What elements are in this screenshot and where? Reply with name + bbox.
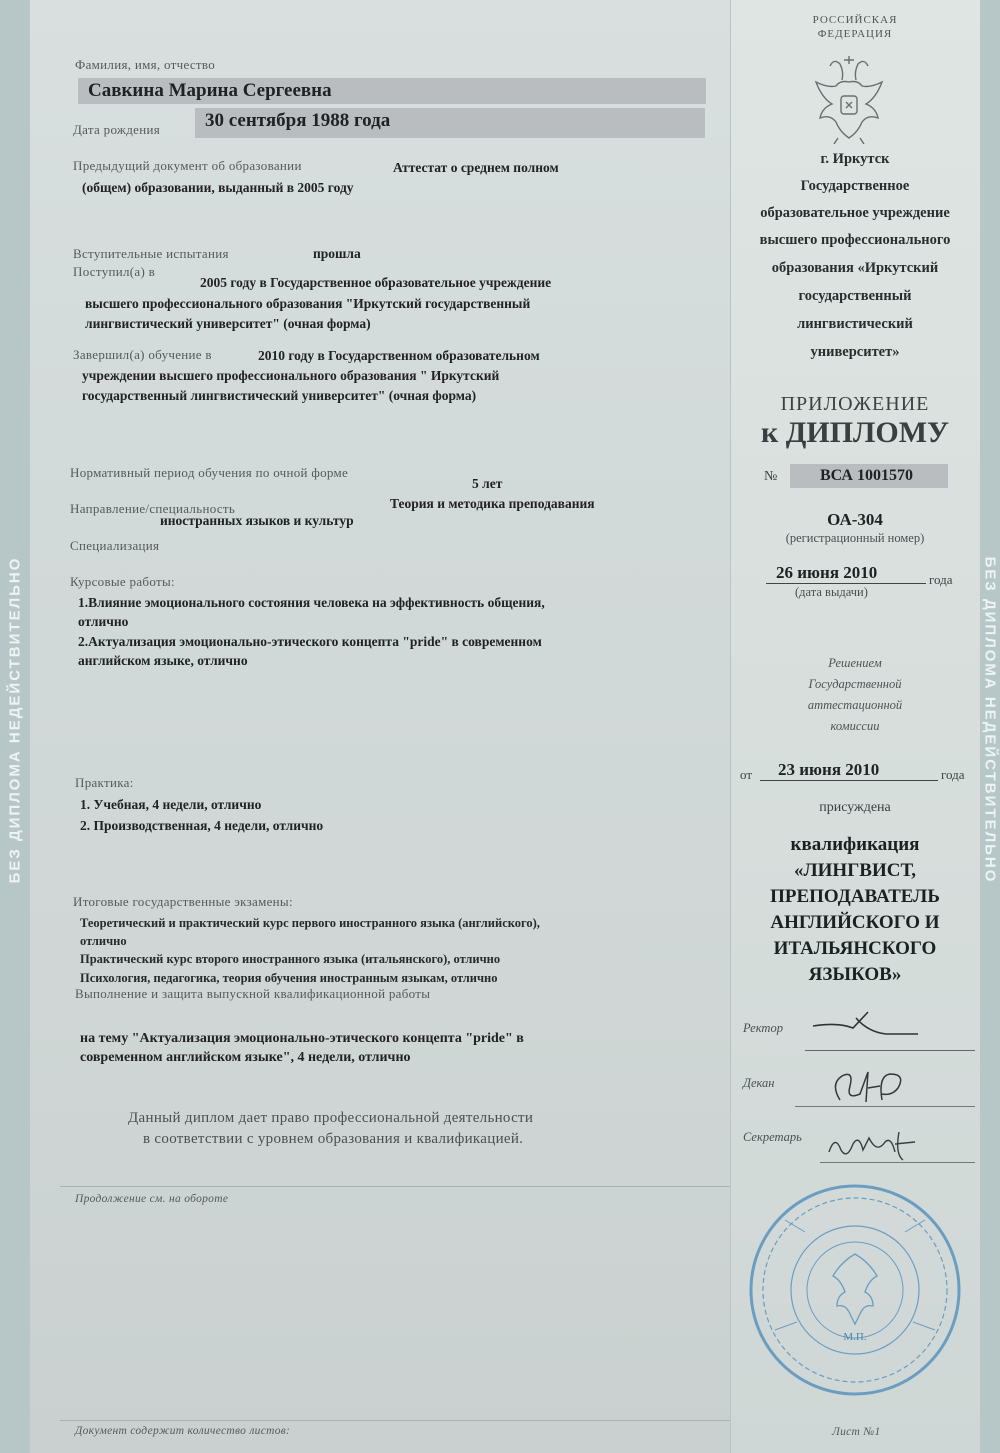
side-warning-right: БЕЗ ДИПЛОМА НЕДЕЙСТВИТЕЛЬНО [981, 556, 999, 884]
number-sign: № [764, 469, 778, 484]
coursework-line4: английском языке, отлично [78, 653, 248, 668]
rights-line2: в соответствии с уровнем образования и квалификацией. [143, 1131, 524, 1147]
decision-date: 23 июня 2010 [778, 760, 880, 779]
coat-of-arms-emblem [808, 52, 890, 144]
birth-date: 30 сентября 1988 года [205, 110, 391, 131]
thesis-line1: на тему "Актуализация эмоционально-этического концепта "pride" в [80, 1031, 524, 1046]
qualification-line4: АНГЛИЙСКОГО И [770, 912, 940, 933]
university-line7: университет» [810, 344, 900, 360]
side-warning-left: БЕЗ ДИПЛОМА НЕДЕЙСТВИТЕЛЬНО [6, 556, 24, 884]
admitted-line1: 2005 году в Государственное образовательное учреждение [200, 275, 552, 290]
exam-line4: Психология, педагогика, теория обучения иностранным языкам, отлично [80, 971, 498, 985]
university-line5: государственный [798, 288, 912, 304]
qualification-line2: «ЛИНГВИСТ, [794, 860, 916, 881]
decision-date-underline [760, 780, 938, 781]
practice-item1: 1. Учебная, 4 недели, отлично [80, 797, 262, 812]
secretary-signature [825, 1124, 925, 1164]
birth-label: Дата рождения [73, 122, 160, 137]
registration-caption: (регистрационный номер) [785, 531, 925, 545]
bottom-divider [60, 1186, 730, 1187]
rector-label: Ректор [743, 1021, 783, 1035]
thesis-line2: современном английском языке", 4 недели, отлично [80, 1050, 411, 1065]
awarded-word: присуждена [819, 800, 891, 815]
issue-date: 26 июня 2010 [776, 563, 878, 582]
qualification-line3: ПРЕПОДАВАТЕЛЬ [770, 886, 940, 907]
university-line4: образования «Иркутский [771, 260, 939, 276]
secretary-label: Секретарь [743, 1130, 802, 1144]
direction-line1: Теория и методика преподавания [390, 496, 595, 511]
sheets-label: Документ содержит количество листов: [75, 1425, 291, 1437]
issue-year-word: года [929, 572, 953, 587]
dean-signature [820, 1064, 920, 1108]
name-label: Фамилия, имя, отчество [75, 57, 216, 72]
prev-doc-line1: Аттестат о среднем полном [393, 160, 559, 175]
admitted-line2: высшего профессионального образования "Иркутский государственный [85, 296, 531, 311]
decision-line2: Государственной [808, 677, 902, 691]
entrance-value: прошла [313, 246, 361, 261]
rector-signature [808, 1004, 928, 1044]
appendix-title: ПРИЛОЖЕНИЕ [780, 393, 930, 415]
country-line1: РОССИЙСКАЯ [812, 14, 898, 26]
rector-sign-line [805, 1050, 975, 1051]
exams-label: Итоговые государственные экзамены: [73, 894, 293, 909]
sheet-number: Лист №1 [832, 1426, 881, 1438]
university-line3: высшего профессионального [759, 232, 951, 248]
university-line2: образовательное учреждение [760, 205, 950, 221]
thesis-label: Выполнение и защита выпускной квалификационной работы [75, 986, 431, 1001]
decision-line4: комиссии [830, 719, 880, 733]
diploma-number: ВСА 1001570 [820, 467, 913, 484]
exam-line3: Практический курс второго иностранного языка (итальянского), отлично [80, 952, 501, 966]
prev-doc-label: Предыдущий документ об образовании [73, 158, 302, 173]
exam-line2: отлично [80, 934, 127, 948]
official-seal-stamp [745, 1180, 965, 1400]
practice-item2: 2. Производственная, 4 недели, отлично [80, 818, 324, 833]
admitted-label: Поступил(а) в [73, 264, 156, 279]
coursework-line1: 1.Влияние эмоционального состояния человека на эффективность общения, [78, 595, 545, 610]
issue-date-underline [766, 583, 926, 584]
period-value: 5 лет [472, 476, 503, 491]
coursework-line2: отлично [78, 614, 129, 629]
city: г. Иркутск [820, 151, 890, 167]
university-line1: Государственное [800, 178, 910, 194]
dean-label: Декан [743, 1076, 775, 1090]
direction-label: Направление/специальность [70, 501, 236, 516]
qualification-line5: ИТАЛЬЯНСКОГО [773, 938, 937, 959]
entrance-label: Вступительные испытания [73, 246, 229, 261]
decision-year-word: года [941, 767, 965, 782]
university-line6: лингвистический [797, 316, 913, 332]
continued-label: Продолжение см. на обороте [75, 1193, 229, 1205]
decision-line1: Решением [828, 656, 882, 670]
period-label: Нормативный период обучения по очной форме [70, 465, 349, 480]
prev-doc-line2: (общем) образовании, выданный в 2005 году [82, 180, 354, 195]
appendix-subtitle: к ДИПЛОМУ [760, 416, 950, 449]
issue-date-caption: (дата выдачи) [795, 585, 868, 599]
rights-line1: Данный диплом дает право профессиональной деятельности [128, 1110, 534, 1126]
footer-divider [60, 1420, 730, 1421]
graduated-label: Завершил(а) обучение в [73, 347, 212, 362]
graduated-line2: учреждении высшего профессионального образования " Иркутский [82, 368, 500, 383]
admitted-line3: лингвистический университет" (очная форма) [85, 316, 371, 331]
practice-label: Практика: [75, 775, 134, 790]
coursework-line3: 2.Актуализация эмоционально-этического концепта "pride" в современном [78, 634, 542, 649]
specialization-label: Специализация [70, 538, 160, 553]
exam-line1: Теоретический и практический курс первого иностранного языка (английского), [80, 916, 540, 930]
decision-from-word: от [740, 767, 753, 782]
country-line2: ФЕДЕРАЦИЯ [817, 28, 893, 40]
registration-number: ОА-304 [827, 510, 883, 529]
full-name: Савкина Марина Сергеевна [88, 80, 332, 101]
coursework-label: Курсовые работы: [70, 574, 175, 589]
direction-line2: иностранных языков и культур [160, 513, 354, 528]
stamp-mp-text: М.П. [843, 1331, 867, 1343]
decision-line3: аттестационной [807, 698, 903, 712]
graduated-line1: 2010 году в Государственном образовательном [258, 348, 540, 363]
qualification-line1: квалификация [790, 834, 920, 855]
graduated-line3: государственный лингвистический университет" (очная форма) [82, 388, 477, 403]
qualification-line6: ЯЗЫКОВ» [808, 964, 902, 985]
